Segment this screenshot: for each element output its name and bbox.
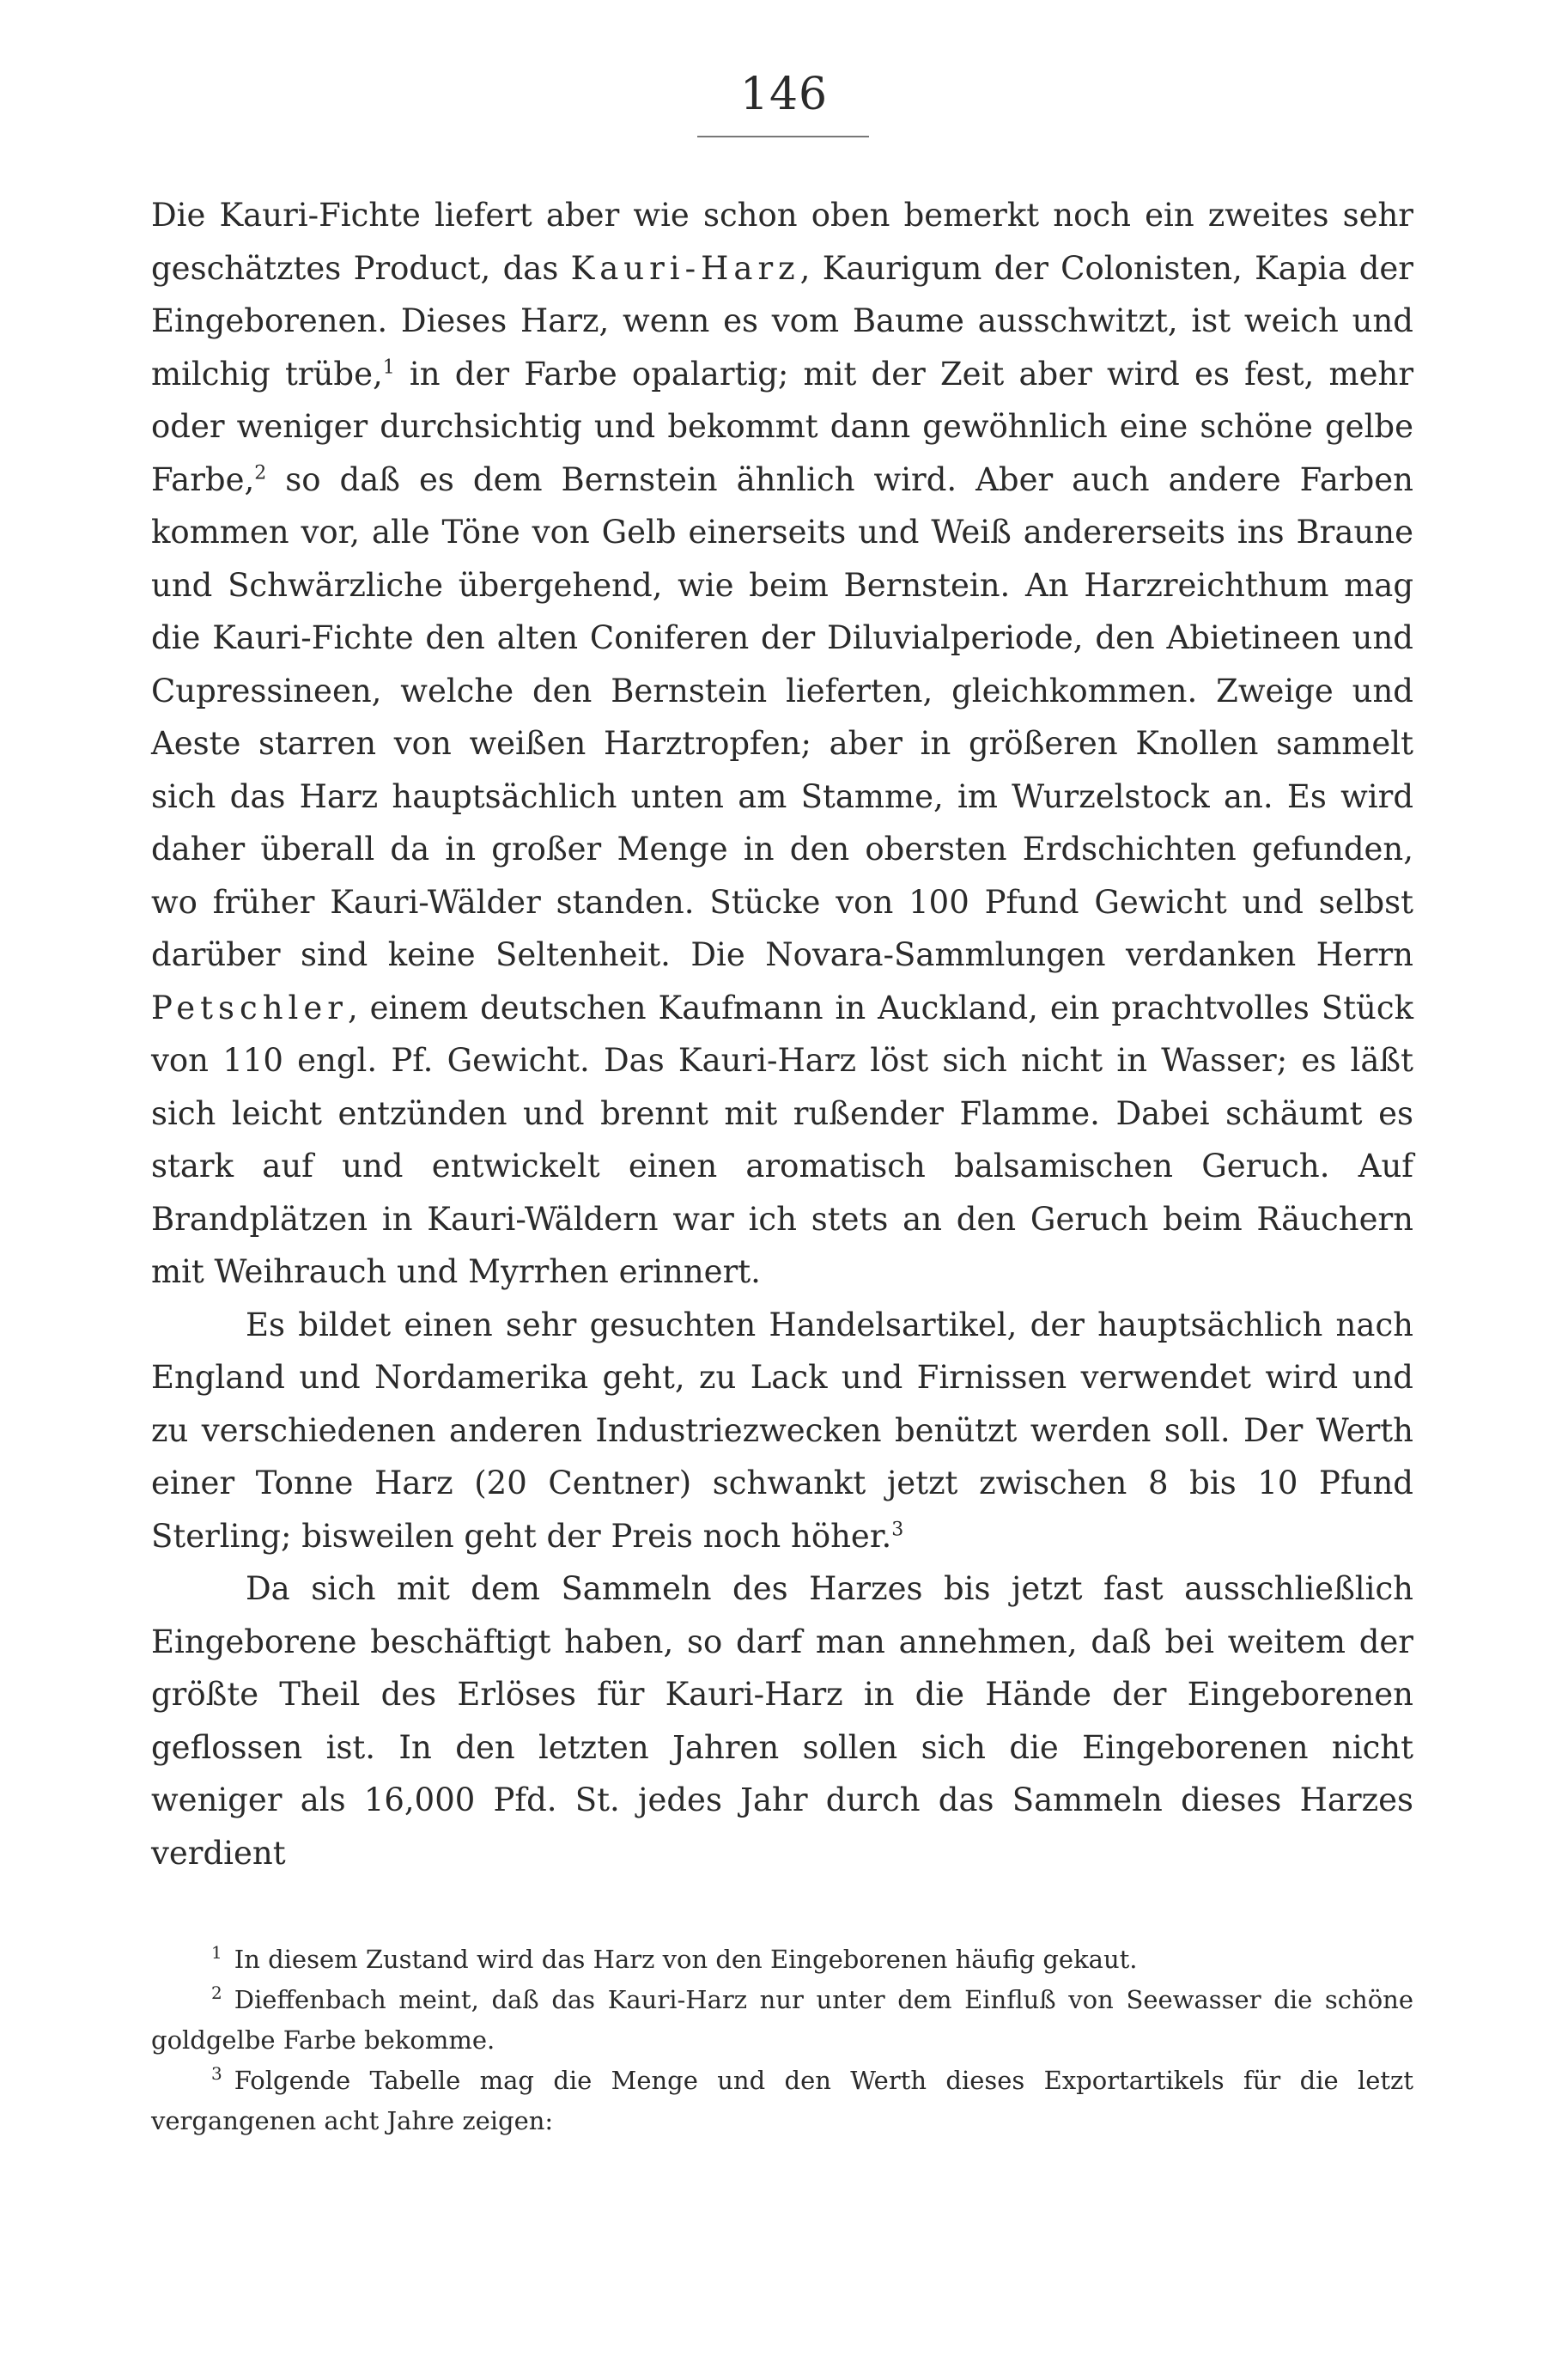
footnote-2-mark: 2 [211, 1982, 222, 2004]
footnote-1-text: In diesem Zustand wird das Harz von den Eingeborenen häufig gekaut. [234, 1945, 1138, 1974]
paragraph-1 [151, 189, 1413, 1299]
spaced-name-petschler: Petschler [151, 989, 348, 1026]
header-rule [697, 136, 869, 137]
footnote-2-text: Dieffenbach meint, daß das Kauri-Harz nur unter dem Einfluß von Seewasser die schöne goldgelbe Farbe bekomme. [151, 1985, 1413, 2055]
footnotes [151, 1940, 1413, 2141]
footnote-ref-1[interactable]: 1 [382, 356, 395, 379]
main-text [151, 189, 1413, 1879]
footnote-1 [151, 1940, 1413, 1980]
spaced-term-kauri-harz: Kauri-Harz [570, 249, 800, 287]
paragraph-1-text-b: , Kaurigum der Colonisten, Kapia der Eingeborenen. Dieses Harz, wenn es vom Baume ausschwitzt, ist weich und milchig trübe, [151, 249, 1413, 393]
footnote-1-mark: 1 [211, 1942, 222, 1964]
footnote-3-mark: 3 [211, 2063, 222, 2085]
paragraph-1-text-d: so daß es dem Bernstein ähnlich wird. Aber auch andere Farben kommen vor, alle Töne von Gelb einerseits und Weiß andererseits ins Braune und Schwärzliche übergehend, wie beim Bernstein. An Harzreichthum mag die Kauri-Fichte den alten Coniferen der Diluvialperiode, den Abietineen und Cupressineen, welche den Bernstein lieferten, gleichkommen. Zweige und Aeste starren von weißen Harztropfen; aber in größeren Knollen sammelt sich das Harz hauptsächlich unten am Stamme, im Wurzelstock an. Es wird daher überall da in großer Menge in den obersten Erdschichten gefunden, wo früher Kauri-Wälder standen. Stücke von 100 Pfund Gewicht und selbst darüber sind keine Seltenheit. Die Novara-Sammlungen verdanken Herrn [151, 460, 1413, 973]
paragraph-1-text-a: Die Kauri-Fichte liefert aber wie schon oben bemerkt noch ein zweites sehr geschätztes Product, das [151, 197, 1413, 287]
footnote-3 [151, 2061, 1413, 2141]
footnote-2 [151, 1980, 1413, 2061]
paragraph-3 [151, 1562, 1413, 1879]
paragraph-2-text: Es bildet einen sehr gesuchten Handelsartikel, der hauptsächlich nach England und Nordamerika geht, zu Lack und Firnissen verwendet wird und zu verschiedenen anderen Industriezwecken benützt werden soll. Der Werth einer Tonne Harz (20 Centner) schwankt jetzt zwischen 8 bis 10 Pfund Sterling; bisweilen geht der Preis noch höher. [151, 1306, 1413, 1555]
paragraph-1-text-e: , einem deutschen Kaufmann in Auckland, ein prachtvolles Stück von 110 engl. Pf. Gewicht. Das Kauri-Harz löst sich nicht in Wasser; es läßt sich leicht entzünden und brennt mit rußender Flamme. Dabei schäumt es stark auf und entwickelt einen aromatisch balsamischen Geruch. Auf Brandplätzen in Kauri-Wäldern war ich stets an den Geruch beim Räuchern mit Weihrauch und Myrrhen erinnert. [151, 989, 1413, 1290]
paragraph-3-text: Da sich mit dem Sammeln des Harzes bis jetzt fast ausschließlich Eingeborene beschäftigt haben, so darf man annehmen, daß bei weitem der größte Theil des Erlöses für Kauri-Harz in die Hände der Eingeborenen geflossen ist. In den letzten Jahren sollen sich die Eingeborenen nicht weniger als 16,000 Pfd. St. jedes Jahr durch das Sammeln dieses Harzes verdient [151, 1570, 1413, 1872]
paragraph-1-text-c: in der Farbe opalartig; mit der Zeit aber wird es fest, mehr oder weniger durchsichtig und bekommt dann gewöhnlich eine schöne gelbe Farbe, [151, 355, 1414, 498]
footnote-ref-2[interactable]: 2 [254, 462, 267, 484]
page-number: 146 [739, 69, 829, 120]
paragraph-2 [151, 1299, 1413, 1563]
footnote-3-text: Folgende Tabelle mag die Menge und den Werth dieses Exportartikels für die letzt vergangenen acht Jahre zeigen: [151, 2066, 1413, 2135]
footnote-ref-3[interactable]: 3 [891, 1519, 904, 1541]
